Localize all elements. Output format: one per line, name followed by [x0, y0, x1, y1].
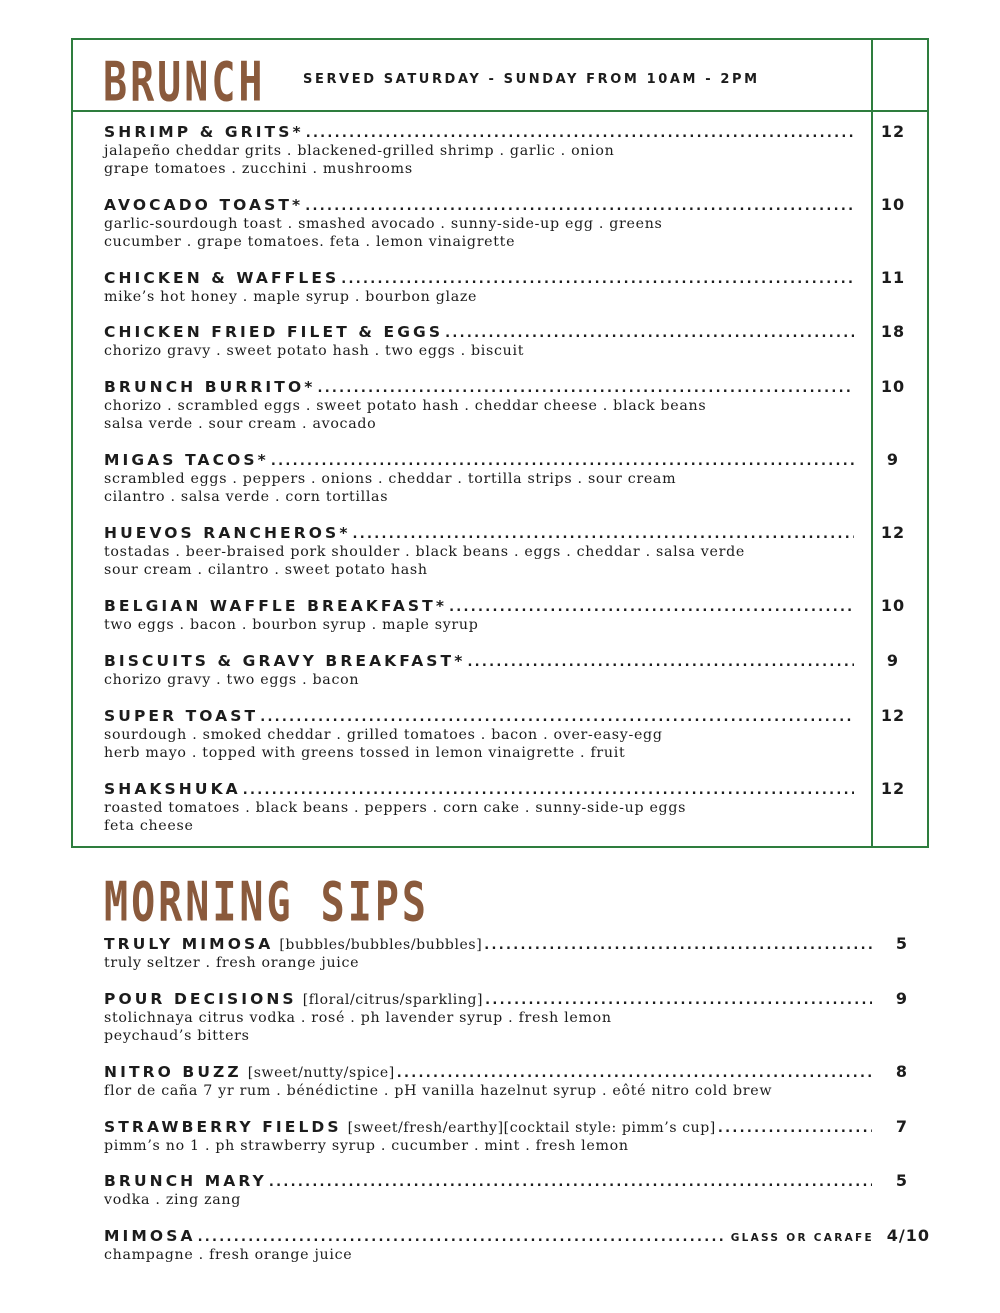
dot-leader: [305, 199, 854, 214]
menu-item: [104, 195, 930, 252]
dot-leader: [484, 938, 872, 953]
menu-item-description: garlic-sourdough toast . smashed avocado . sunny-side-up egg . greens: [104, 216, 663, 232]
menu-item-description: chorizo . scrambled eggs . sweet potato hash . cheddar cheese . black beans: [104, 398, 707, 414]
drink-item: [104, 1117, 930, 1155]
dot-leader: [260, 710, 854, 725]
menu-item-price: 10: [880, 377, 906, 396]
menu-item: [104, 268, 930, 306]
menu-item-price: 9: [886, 651, 900, 670]
drink-item-row: [104, 989, 930, 1009]
menu-item-name: BRUNCH BURRITO*: [104, 378, 316, 396]
menu-item-description: scrambled eggs . peppers . onions . cheddar . tortilla strips . sour cream: [104, 471, 677, 487]
dot-leader: [271, 454, 854, 469]
menu-item-description: grape tomatoes . zucchini . mushrooms: [104, 161, 413, 178]
drink-item: [104, 989, 930, 1046]
drink-item-name: BRUNCH MARY: [104, 1172, 267, 1190]
dot-leader: [467, 655, 854, 670]
menu-item-name: SHAKSHUKA: [104, 780, 241, 798]
drink-item-row: [104, 1062, 930, 1082]
drink-item-description: vodka . zing zang: [104, 1192, 242, 1208]
menu-item-row: [104, 651, 930, 671]
drink-item-price: 4/10: [886, 1226, 930, 1245]
menu-item-row: [104, 523, 930, 543]
menu-item: [104, 779, 930, 836]
menu-item-description: mike’s hot honey . maple syrup . bourbon glaze: [104, 289, 478, 305]
menu-item: [104, 596, 930, 634]
menu-item-row: [104, 450, 930, 470]
menu-item-row: [104, 322, 930, 342]
dot-leader: [353, 527, 854, 542]
menu-item-description: tostadas . beer-braised pork shoulder . black beans . eggs . cheddar . salsa verde: [104, 544, 745, 560]
menu-item: [104, 122, 930, 179]
dot-leader: [718, 1121, 872, 1136]
drink-flavor-tags: [bubbles/bubbles/bubbles]: [279, 937, 483, 953]
menu-item-description: cilantro . salsa verde . corn tortillas: [104, 489, 389, 506]
menu-item: [104, 651, 930, 689]
menu-item-price: 10: [880, 596, 906, 615]
brunch-title: BRUNCH: [103, 51, 266, 115]
brunch-header: [73, 40, 927, 115]
menu-item-name: BELGIAN WAFFLE BREAKFAST*: [104, 597, 448, 615]
menu-item-price: 18: [880, 322, 906, 341]
drink-item-name: MIMOSA: [104, 1227, 196, 1245]
menu-item-price: 12: [880, 122, 906, 141]
menu-item-name: AVOCADO TOAST*: [104, 196, 304, 214]
menu-item-description: sourdough . smoked cheddar . grilled tomatoes . bacon . over-easy-egg: [104, 727, 663, 743]
menu-item-row: [104, 706, 930, 726]
menu-item-price: 11: [880, 268, 906, 287]
menu-item-description: cucumber . grape tomatoes. feta . lemon vinaigrette: [104, 234, 516, 251]
dot-leader: [397, 1066, 872, 1081]
menu-item-description: chorizo gravy . sweet potato hash . two eggs . biscuit: [104, 343, 525, 359]
menu-item-row: [104, 122, 930, 142]
drink-flavor-tags: [floral/citrus/sparkling]: [302, 992, 484, 1008]
menu-item-description: sour cream . cilantro . sweet potato hash: [104, 562, 428, 579]
menu-item: [104, 377, 930, 434]
drink-item-price: 5: [895, 1171, 909, 1190]
menu-item: [104, 322, 930, 360]
menu-item-name: MIGAS TACOS*: [104, 451, 269, 469]
menu-item-description: roasted tomatoes . black beans . peppers . corn cake . sunny-side-up eggs: [104, 800, 687, 816]
drink-item-price: 8: [895, 1062, 909, 1081]
drink-item-description: champagne . fresh orange juice: [104, 1247, 353, 1263]
drink-item: [104, 1171, 930, 1209]
served-hours: SERVED SATURDAY - SUNDAY FROM 10AM - 2PM: [303, 72, 760, 87]
menu-item: [104, 706, 930, 763]
drink-item-description: stolichnaya citrus vodka . rosé . ph lavender syrup . fresh lemon: [104, 1010, 612, 1026]
dot-leader: [306, 126, 854, 141]
menu-item-row: [104, 596, 930, 616]
menu-item-price: 9: [886, 450, 900, 469]
drink-item-row: [104, 1117, 930, 1137]
drink-item-price: 7: [895, 1117, 909, 1136]
drink-item-row: [104, 1171, 930, 1191]
dot-leader: [449, 600, 854, 615]
morning-sips-title: MORNING SIPS: [104, 871, 429, 935]
dot-leader: [317, 381, 854, 396]
dot-leader: [243, 783, 854, 798]
menu-item-row: [104, 779, 930, 799]
menu-item: [104, 450, 930, 507]
drink-item: [104, 1062, 930, 1100]
dot-leader: [445, 326, 854, 341]
drink-item: [104, 1226, 930, 1264]
dot-leader: [269, 1175, 872, 1190]
drink-item-description: flor de caña 7 yr rum . bénédictine . pH vanilla hazelnut syrup . eôté nitro cold brew: [104, 1083, 773, 1099]
menu-item-row: [104, 268, 930, 288]
drink-item-description: pimm’s no 1 . ph strawberry syrup . cucumber . mint . fresh lemon: [104, 1138, 629, 1154]
menu-item-name: BISCUITS & GRAVY BREAKFAST*: [104, 652, 466, 670]
menu-item-description: two eggs . bacon . bourbon syrup . maple syrup: [104, 617, 479, 633]
menu-item-price: 12: [880, 779, 906, 798]
menu-item-name: CHICKEN FRIED FILET & EGGS: [104, 323, 444, 341]
drink-flavor-tags: [sweet/fresh/earthy][cocktail style: pimm’s cup]: [347, 1120, 716, 1136]
menu-item-description: chorizo gravy . two eggs . bacon: [104, 672, 360, 688]
menu-item-name: CHICKEN & WAFFLES: [104, 269, 340, 287]
drink-item-name: TRULY MIMOSA: [104, 935, 274, 953]
menu-item-row: [104, 377, 930, 397]
menu-item-description: feta cheese: [104, 818, 194, 835]
drink-item-description: peychaud’s bitters: [104, 1028, 250, 1045]
menu-item-description: salsa verde . sour cream . avocado: [104, 416, 377, 433]
drink-item-price: 9: [895, 989, 909, 1008]
drink-flavor-tags: [sweet/nutty/spice]: [247, 1065, 395, 1081]
menu-item-price: 12: [880, 523, 906, 542]
drink-size-label: GLASS OR CARAFE: [730, 1232, 874, 1244]
menu-item-description: herb mayo . topped with greens tossed in lemon vinaigrette . fruit: [104, 745, 626, 762]
menu-item-name: HUEVOS RANCHEROS*: [104, 524, 351, 542]
menu-item-name: SUPER TOAST: [104, 707, 259, 725]
dot-leader: [485, 993, 872, 1008]
menu-item-price: 12: [880, 706, 906, 725]
drink-item-name: STRAWBERRY FIELDS: [104, 1118, 342, 1136]
menu-item-description: jalapeño cheddar grits . blackened-grilled shrimp . garlic . onion: [104, 143, 615, 159]
drink-item-description: truly seltzer . fresh orange juice: [104, 955, 360, 971]
drink-item-row: [104, 934, 930, 954]
drink-item-price: 5: [895, 934, 909, 953]
drink-item-name: NITRO BUZZ: [104, 1063, 242, 1081]
drink-item: [104, 934, 930, 972]
dot-leader: [341, 272, 854, 287]
drink-item-row: [104, 1226, 930, 1246]
menu-item-row: [104, 195, 930, 215]
menu-item-name: SHRIMP & GRITS*: [104, 123, 304, 141]
dot-leader: [198, 1230, 723, 1245]
drink-item-name: POUR DECISIONS: [104, 990, 297, 1008]
menu-item-price: 10: [880, 195, 906, 214]
menu-item: [104, 523, 930, 580]
